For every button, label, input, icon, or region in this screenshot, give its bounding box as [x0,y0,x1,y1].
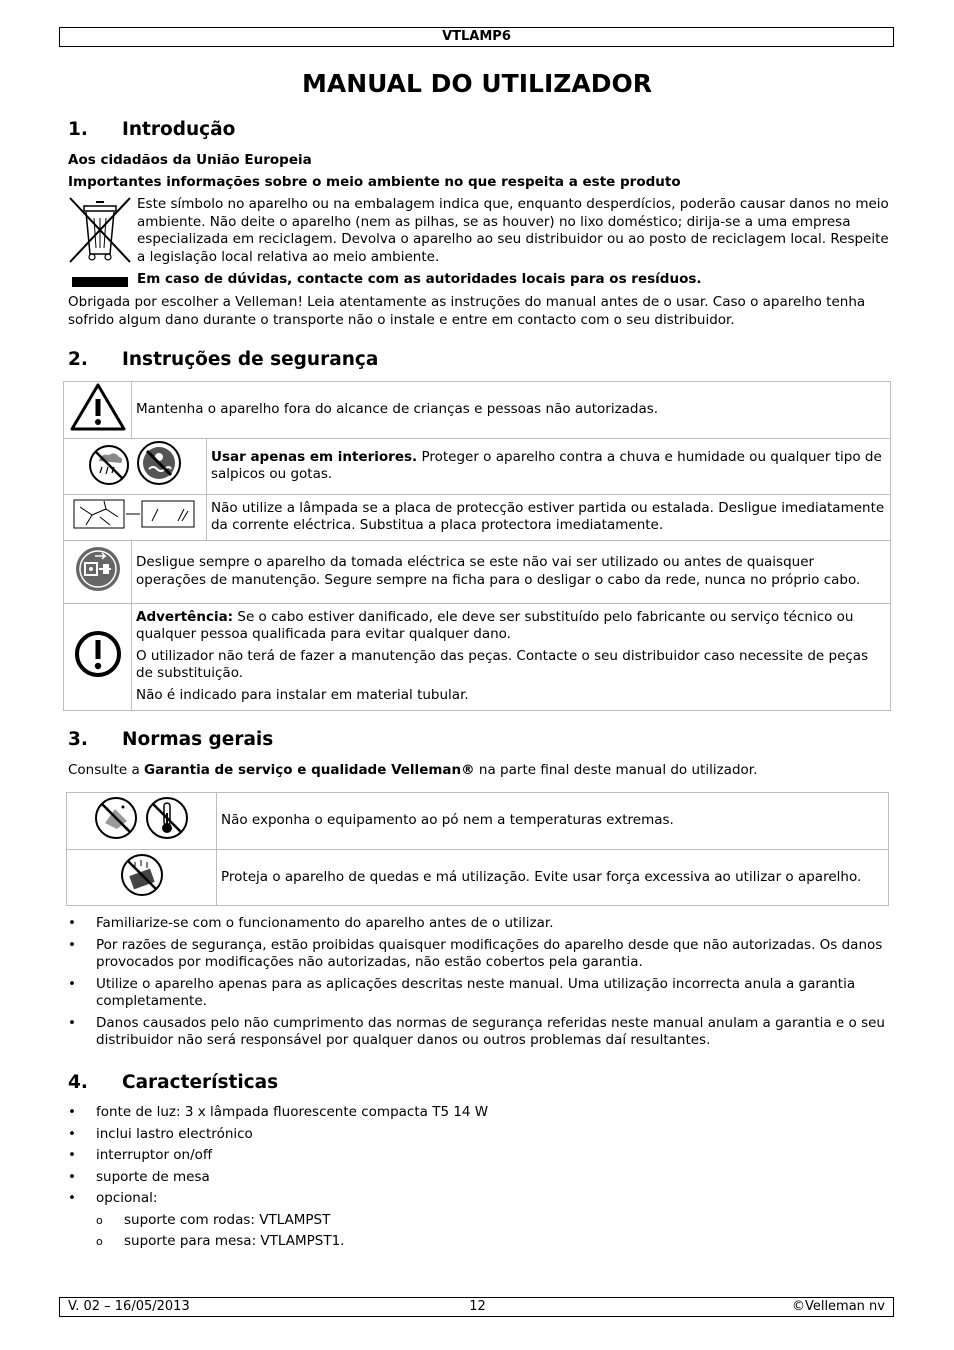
page-title: MANUAL DO UTILIZADOR [302,69,652,98]
list-item: • suporte de mesa [68,1169,888,1187]
general-icon-cell [67,850,217,906]
list-item: • inclui lastro electrónico [68,1126,888,1144]
weee-text: Este símbolo no aparelho ou na embalagem indica que, enquanto desperdícios, poderão causar danos no meio ambiente. Não deite o aparelho (nem as pilhas, se as houver) no lixo doméstico; dirija-se a uma empresa especializada em reciclagem. Devolva o aparelho ao seu distribuidor ou ao posto de reciclagem local. Respeite a legislação local relativa ao meio ambiente. [137,196,889,265]
general-intro: Consulte a Garantia de serviço e qualidade Velleman® na parte final deste manual do utilizador. [68,762,758,778]
env-heading: Importantes informações sobre o meio ambiente no que respeita a este produto [68,174,681,190]
list-item: • Por razões de segurança, estão proibidas quaisquer modificações do aparelho desde que não autorizadas. Os danos provocados por modificações não autorizadas, não estão cobertos pela garantia. [68,937,888,972]
general-text-cell: Proteja o aparelho de quedas e má utilização. Evite usar força excessiva ao utilizar o aparelho. [217,850,889,906]
weee-bin-icon [68,196,132,264]
safety-text-cell: Não utilize a lâmpada se a placa de protecção estiver partida ou estalada. Desligue imediatamente da corrente eléctrica. Substitua a placa protectora imediatamente. [206,494,890,540]
list-item: • Familiarize-se com o funcionamento do aparelho antes de o utilizar. [68,915,888,933]
unplug-icon [73,544,123,594]
safety-text-cell: Desligue sempre o aparelho da tomada eléctrica se este não vai ser utilizado ou antes de quaisquer operações de manutenção. Segure sempre na ficha para o desligar o cabo da rede, nunca no próprio cabo. [132,540,891,603]
footer-page-number: 12 [469,1299,486,1314]
product-code: VTLAMP6 [442,29,511,44]
safety-icon-cell [64,382,132,439]
general-text-cell: Não exponha o equipamento ao pó nem a temperaturas extremas. [217,793,889,850]
document-footer [59,1297,894,1317]
list-item: • interruptor on/off [68,1147,888,1165]
safety-row [64,540,891,603]
footer-copyright: ©Velleman nv [791,1299,885,1314]
sub-list-item: o suporte com rodas: VTLAMPST [96,1212,888,1230]
safety-row [64,438,891,494]
features-bullet-list [68,1104,888,1255]
section-heading-general: 3. Normas gerais [68,729,274,750]
no-temperature-icon [144,795,190,841]
no-rain-icon [87,443,131,487]
document-header [59,27,894,47]
section-heading-intro: 1. Introdução [68,119,236,140]
sub-list-item: o suporte para mesa: VTLAMPST1. [96,1233,888,1251]
general-table [66,792,889,906]
list-item: • fonte de luz: 3 x lâmpada fluorescente compacta T5 14 W [68,1104,888,1122]
general-bullet-list [68,915,888,1054]
weee-black-bar [72,277,128,287]
safety-text-cell: Usar apenas em interiores. Proteger o aparelho contra a chuva e humidade ou qualquer tipo de salpicos ou gotas. [206,438,890,494]
safety-table [63,381,891,711]
general-row [67,850,889,906]
section-heading-features: 4. Características [68,1072,279,1093]
safety-icon-cell [64,494,207,540]
section-heading-safety: 2. Instruções de segurança [68,349,379,370]
eu-heading: Aos cidadãos da União Europeia [68,152,312,168]
broken-glass-icon [70,495,200,533]
no-dust-icon [93,795,139,841]
general-icon-cell [67,793,217,850]
safety-row [64,603,891,710]
no-drop-icon [119,852,165,898]
safety-icon-cell [64,603,132,710]
safety-icon-cell [64,438,207,494]
list-item: • Utilize o aparelho apenas para as aplicações descritas neste manual. Uma utilização incorrecta anula a garantia completamente. [68,976,888,1011]
warning-triangle-icon [69,382,127,432]
safety-row [64,494,891,540]
safety-text-cell: Advertência: Se o cabo estiver danificado, ele deve ser substituído pelo fabricante ou serviço técnico ou qualquer pessoa qualificada para evitar qualquer dano. O utilizador não terá de fazer a manutenção das peças. Contacte o seu distribuidor caso necessite de peças de substituição. Não é indicado para instalar em material tubular. [132,603,891,710]
exclamation-circle-icon [73,629,123,679]
footer-version: V. 02 – 16/05/2013 [68,1299,190,1314]
safety-text-cell: Mantenha o aparelho fora do alcance de crianças e pessoas não autorizadas. [132,382,891,439]
general-row [67,793,889,850]
list-item: • Danos causados pelo não cumprimento das normas de segurança referidas neste manual anulam a garantia e o seu distribuidor não será responsável por qualquer danos ou outros problemas daí resultantes. [68,1015,888,1050]
safety-row [64,382,891,439]
list-item: • opcional: o suporte com rodas: VTLAMPST o suporte para mesa: VTLAMPST1. [68,1190,888,1251]
features-sub-list [96,1212,888,1251]
doubts-text: Em caso de dúvidas, contacte com as autoridades locais para os resíduos. [137,271,702,287]
no-splash-icon [135,439,183,487]
safety-icon-cell [64,540,132,603]
thanks-text: Obrigada por escolher a Velleman! Leia atentamente as instruções do manual antes de o usar. Caso o aparelho tenha sofrido algum dano durante o transporte não o instale e entre em contacto com o seu distribuidor. [68,294,866,328]
